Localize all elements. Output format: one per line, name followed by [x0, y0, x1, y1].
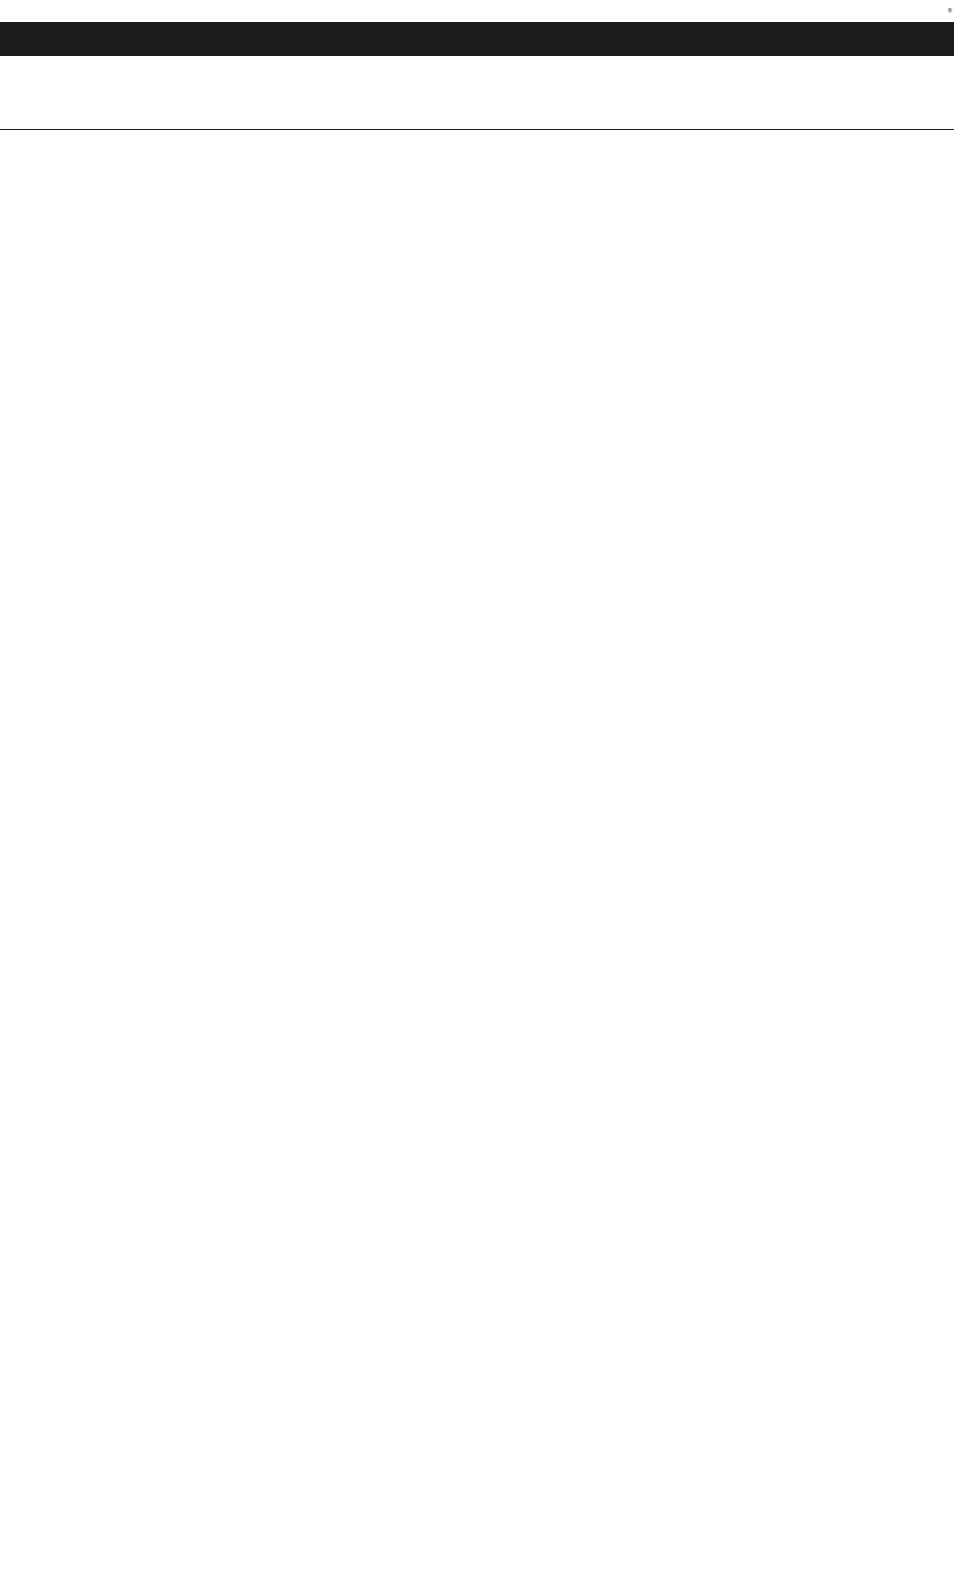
title-bar: [0, 22, 954, 56]
brand-logo: ®: [947, 7, 954, 15]
header-rule: [0, 129, 954, 130]
